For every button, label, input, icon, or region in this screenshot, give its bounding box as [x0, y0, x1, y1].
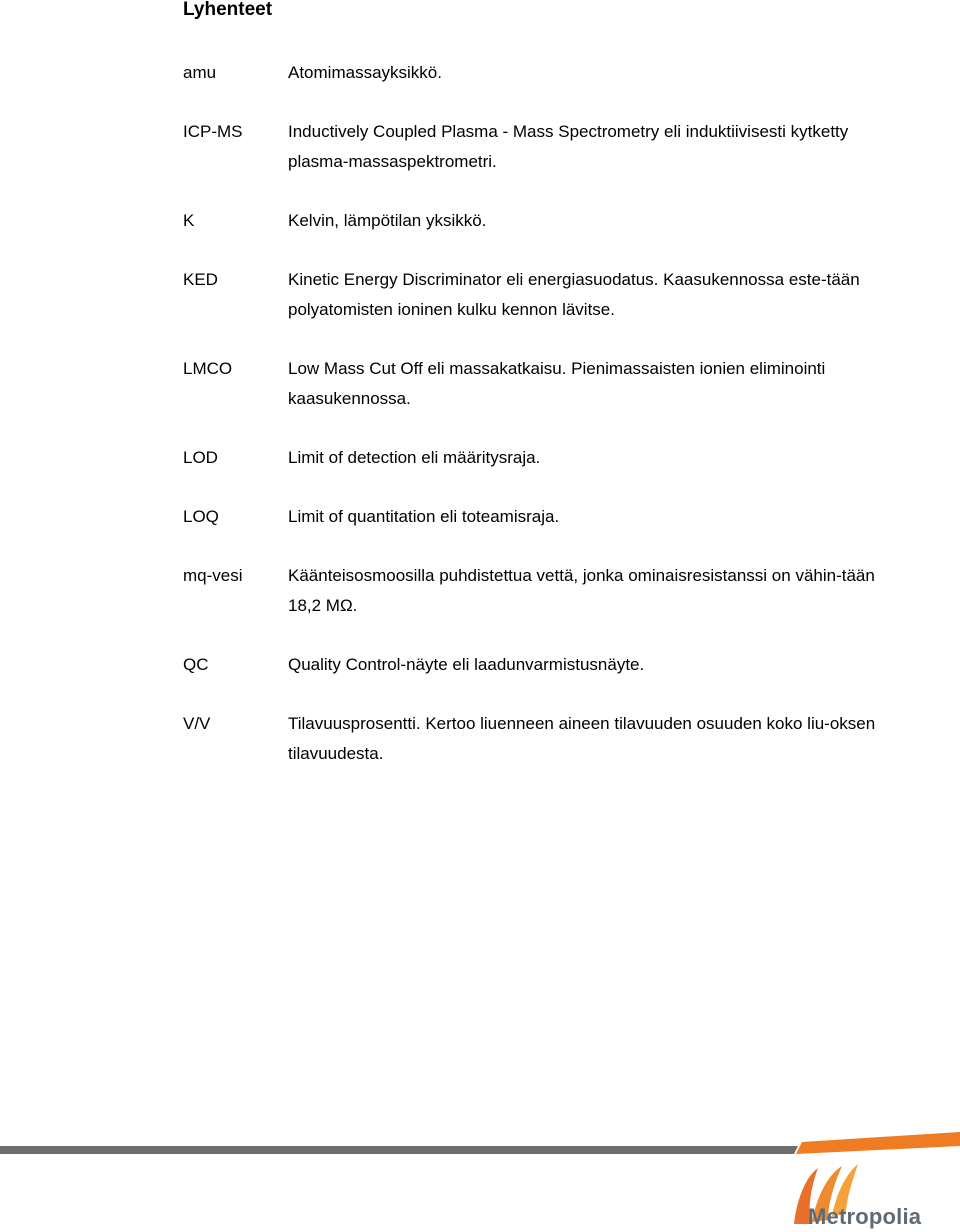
abbreviation-definition: Low Mass Cut Off eli massakatkaisu. Pienimassaisten ionien eliminointi kaasukennossa.: [288, 359, 826, 408]
abbreviation-definition: Kinetic Energy Discriminator eli energiasuodatus. Kaasukennossa este-tään polyatomisten ioninen kulku kennon lävitse.: [288, 270, 860, 319]
list-item: [183, 443, 883, 473]
list-item: [183, 117, 883, 177]
abbreviation-term: QC: [183, 655, 209, 674]
abbreviation-term: K: [183, 211, 195, 230]
abbreviation-term: amu: [183, 63, 217, 82]
page-title: Lyhenteet: [183, 0, 273, 20]
abbreviation-definition: Käänteisosmoosilla puhdistettua vettä, jonka ominaisresistanssi on vähin-tään 18,2 MΩ.: [288, 566, 875, 615]
footer-gray-bar: [0, 1146, 798, 1154]
abbreviation-list: [183, 58, 883, 798]
list-item: [183, 709, 883, 769]
abbreviation-term: KED: [183, 270, 218, 289]
abbreviation-term: LOD: [183, 448, 218, 467]
list-item: [183, 265, 883, 325]
abbreviation-definition: Limit of quantitation eli toteamisraja.: [288, 507, 560, 526]
list-item: [183, 650, 883, 680]
abbreviation-term: LOQ: [183, 507, 219, 526]
list-item: [183, 502, 883, 532]
abbreviation-definition: Quality Control-näyte eli laadunvarmistusnäyte.: [288, 655, 645, 674]
abbreviation-definition: Tilavuusprosentti. Kertoo liuenneen aineen tilavuuden osuuden koko liu-oksen tilavuudesta.: [288, 714, 876, 763]
abbreviation-definition: Inductively Coupled Plasma - Mass Spectrometry eli induktiivisesti kytketty plasma-massaspektrometri.: [288, 122, 849, 171]
abbreviation-definition: Limit of detection eli määritysraja.: [288, 448, 541, 467]
abbreviation-term: ICP-MS: [183, 122, 243, 141]
metropolia-logo-text: Metropolia: [808, 1204, 922, 1229]
list-item: [183, 354, 883, 414]
abbreviation-definition: Atomimassayksikkö.: [288, 63, 442, 82]
list-item: [183, 206, 883, 236]
list-item: [183, 58, 883, 88]
list-item: [183, 561, 883, 621]
abbreviation-term: mq-vesi: [183, 566, 243, 585]
abbreviation-term: V/V: [183, 714, 211, 733]
footer-orange-bar: [796, 1132, 960, 1154]
abbreviation-term: LMCO: [183, 359, 233, 378]
abbreviation-definition: Kelvin, lämpötilan yksikkö.: [288, 211, 487, 230]
